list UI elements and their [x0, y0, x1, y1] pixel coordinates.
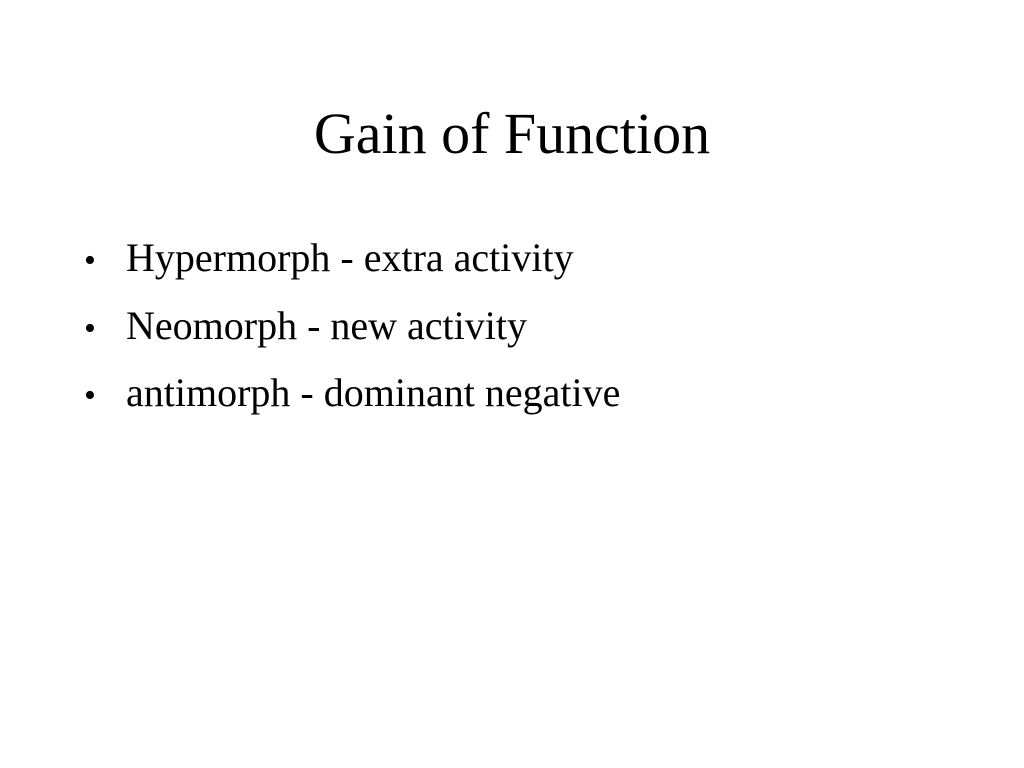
bullet-item-hypermorph: [84, 226, 620, 294]
bullet-text: Hypermorph - extra activity: [126, 235, 574, 280]
bullet-marker: •: [84, 377, 96, 414]
bullet-marker: •: [84, 242, 96, 279]
slide-title: Gain of Function: [313, 101, 711, 166]
bullet-list: [84, 226, 620, 429]
bullet-text: Neomorph - new activity: [126, 302, 527, 348]
bullet-text: antimorph - dominant negative: [126, 370, 621, 415]
bullet-item-antimorph: [84, 361, 620, 429]
bullet-item-neomorph: [84, 294, 620, 362]
bullet-marker: •: [84, 309, 96, 347]
